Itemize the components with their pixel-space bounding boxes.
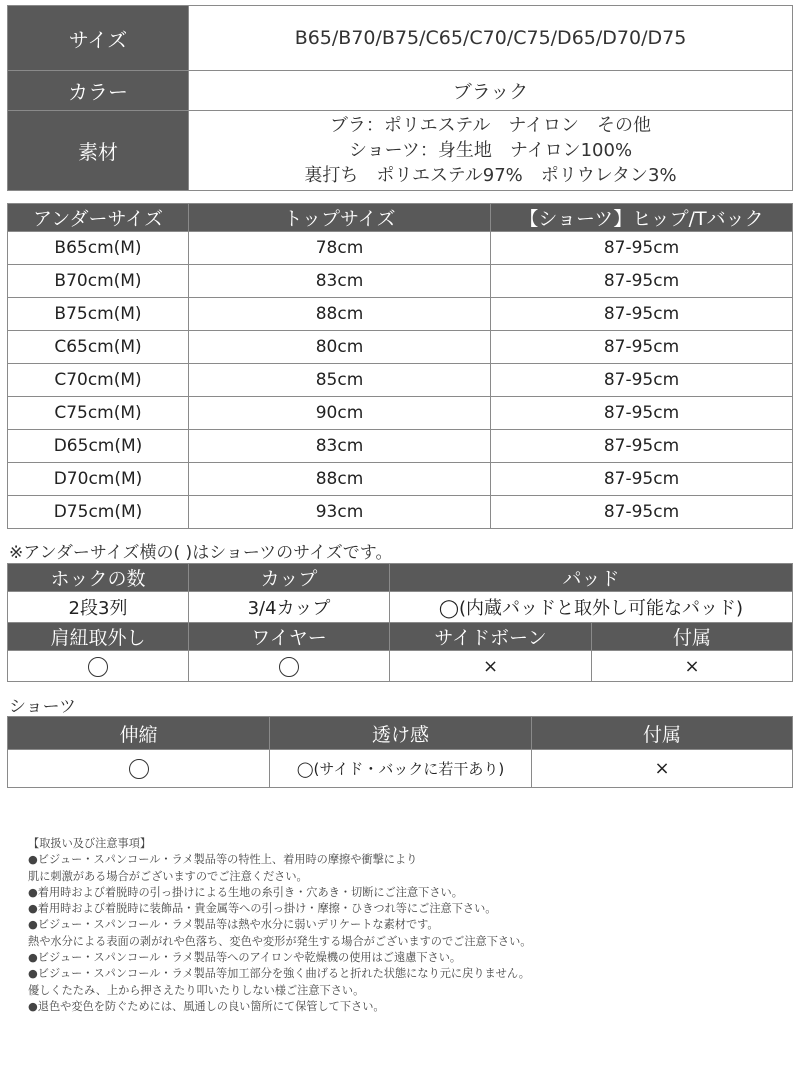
table-row (8, 463, 793, 496)
hook-count-value: 2段3列 (8, 592, 189, 623)
table-row (8, 496, 793, 529)
header-stretch: 伸縮 (8, 717, 270, 750)
under-size-cell: D75cm(M) (8, 496, 189, 529)
table-row (8, 232, 793, 265)
material-line: 裏打ち ポリエステル97% ポリウレタン3% (304, 165, 677, 186)
size-label: サイズ (8, 6, 189, 71)
under-size-cell: B75cm(M) (8, 298, 189, 331)
sheerness-value: ◯(サイド・バックに若干あり) (270, 750, 532, 788)
material-label: 素材 (8, 111, 189, 191)
header-cup: カップ (189, 564, 390, 592)
care-line: 熱や水分による表面の剥がれや色落ち、変色や変形が発生する場合がございますのでご注意下さい。 (28, 934, 532, 948)
hip-size-cell: 87-95cm (491, 496, 793, 529)
care-line: ●着用時および着脱時の引っ掛けによる生地の糸引き・穴あき・切断にご注意下さい。 (28, 885, 463, 899)
top-size-cell: 85cm (189, 364, 491, 397)
material-line: ブラ：ポリエステル ナイロン その他 (329, 115, 652, 136)
circle-icon (88, 657, 108, 677)
shorts-section-title: ショーツ (9, 697, 76, 717)
pad-value: ◯(内蔵パッドと取外し可能なパッド) (390, 592, 793, 623)
header-accessory: 付属 (592, 623, 793, 651)
hip-size-cell: 87-95cm (491, 397, 793, 430)
size-note: ※アンダーサイズ横の( )はショーツのサイズです。 (9, 543, 393, 563)
table-row (8, 397, 793, 430)
care-line: 【取扱い及び注意事項】 (28, 837, 152, 850)
top-size-cell: 88cm (189, 463, 491, 496)
top-size-cell: 83cm (189, 430, 491, 463)
top-size-cell: 90cm (189, 397, 491, 430)
material-value (189, 111, 793, 191)
under-size-cell: B65cm(M) (8, 232, 189, 265)
under-size-cell: D70cm(M) (8, 463, 189, 496)
accessory-value: × (592, 651, 793, 682)
hip-size-cell: 87-95cm (491, 430, 793, 463)
color-value: ブラック (189, 71, 793, 111)
under-size-cell: D65cm(M) (8, 430, 189, 463)
top-size-cell: 78cm (189, 232, 491, 265)
cup-value: 3/4カップ (189, 592, 390, 623)
header-sheerness: 透け感 (270, 717, 532, 750)
hip-size-cell: 87-95cm (491, 331, 793, 364)
hip-size-cell: 87-95cm (491, 265, 793, 298)
hip-size-cell: 87-95cm (491, 298, 793, 331)
care-line: ●ビジュー・スパンコール・ラメ製品等の特性上、着用時の摩擦や衝撃により (28, 853, 418, 867)
circle-icon (279, 657, 299, 677)
table-row (8, 298, 793, 331)
under-size-cell: C70cm(M) (8, 364, 189, 397)
wire-value (189, 651, 390, 682)
hip-size-cell: 87-95cm (491, 232, 793, 265)
shorts-table (7, 716, 793, 788)
header-under-size: アンダーサイズ (8, 204, 189, 232)
header-wire: ワイヤー (189, 623, 390, 651)
header-hook-count: ホックの数 (8, 564, 189, 592)
strap-removable-value (8, 651, 189, 682)
under-size-cell: C75cm(M) (8, 397, 189, 430)
header-top-size: トップサイズ (189, 204, 491, 232)
table-row (8, 430, 793, 463)
header-side-bone: サイドボーン (390, 623, 592, 651)
size-value: B65/B70/B75/C65/C70/C75/D65/D70/D75 (189, 6, 793, 71)
side-bone-value: × (390, 651, 592, 682)
care-line: ●着用時および着脱時に装飾品・貴金属等への引っ掛け・摩擦・ひきつれ等にご注意下さい。 (28, 902, 497, 916)
top-size-cell: 88cm (189, 298, 491, 331)
table-row (8, 331, 793, 364)
spec-table (7, 5, 793, 191)
circle-icon (129, 759, 149, 779)
hip-size-cell: 87-95cm (491, 463, 793, 496)
care-line: ●退色や変色を防ぐためには、風通しの良い箇所にて保管して下さい。 (28, 999, 385, 1013)
care-line: ●ビジュー・スパンコール・ラメ製品等へのアイロンや乾燥機の使用はご遠慮下さい。 (28, 951, 462, 965)
table-row (8, 265, 793, 298)
care-line: ●ビジュー・スパンコール・ラメ製品等加工部分を強く曲げると折れた状態になり元に戻りません。 (28, 967, 530, 981)
care-notes (28, 836, 531, 1015)
under-size-cell: B70cm(M) (8, 265, 189, 298)
stretch-value (8, 750, 270, 788)
under-size-cell: C65cm(M) (8, 331, 189, 364)
care-line: 肌に刺激がある場合がございますのでご注意ください。 (28, 869, 308, 883)
header-pad: パッド (390, 564, 793, 592)
shorts-accessory-value: × (532, 750, 793, 788)
top-size-cell: 80cm (189, 331, 491, 364)
table-row (8, 364, 793, 397)
hip-size-cell: 87-95cm (491, 364, 793, 397)
top-size-cell: 83cm (189, 265, 491, 298)
feature-table (7, 563, 793, 682)
header-shorts-hip: 【ショーツ】ヒップ/Tバック (491, 204, 793, 232)
care-line: ●ビジュー・スパンコール・ラメ製品等は熱や水分に弱いデリケートな素材です。 (28, 918, 439, 932)
care-line: 優しくたたみ、上から押さえたり叩いたりしない様ご注意下さい。 (28, 983, 365, 997)
color-label: カラー (8, 71, 189, 111)
material-line: ショーツ：身生地 ナイロン100% (348, 140, 633, 161)
size-table (7, 203, 793, 529)
top-size-cell: 93cm (189, 496, 491, 529)
header-shorts-accessory: 付属 (532, 717, 793, 750)
header-strap-removable: 肩紐取外し (8, 623, 189, 651)
